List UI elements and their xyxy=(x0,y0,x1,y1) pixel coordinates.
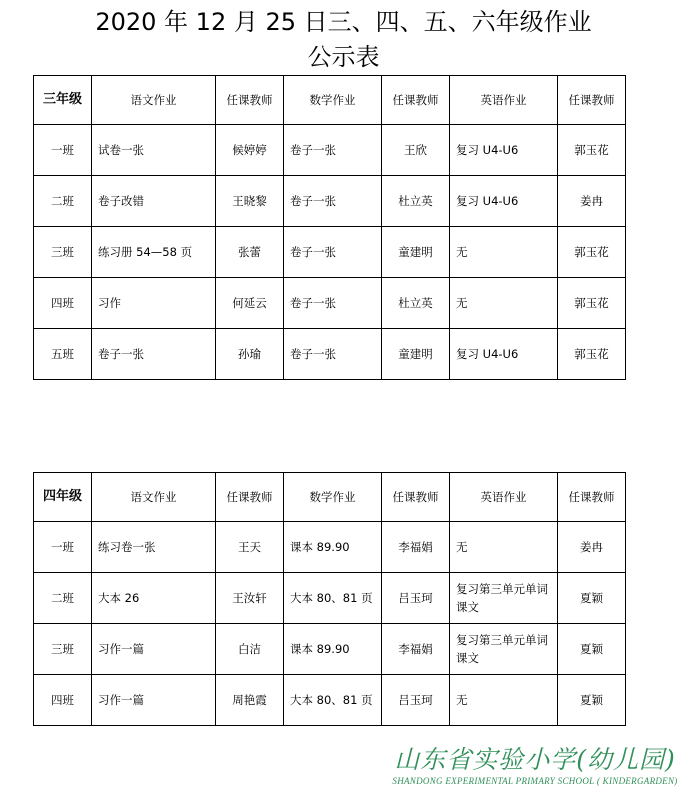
header-english-homework: 英语作业 xyxy=(450,473,558,522)
table-header-row xyxy=(34,473,626,522)
chinese-teacher-cell: 白洁 xyxy=(216,624,284,675)
chinese-teacher-cell: 张蕾 xyxy=(216,227,284,278)
english-homework-cell: 无 xyxy=(450,522,558,573)
chinese-homework-cell: 卷子一张 xyxy=(92,329,216,380)
math-teacher-cell: 童建明 xyxy=(382,329,450,380)
class-cell: 一班 xyxy=(34,522,92,573)
english-teacher-cell: 郭玉花 xyxy=(558,125,626,176)
english-homework-cell: 无 xyxy=(450,675,558,726)
math-homework-cell: 卷子一张 xyxy=(284,278,382,329)
english-homework-cell: 复习 U4-U6 xyxy=(450,125,558,176)
grade3-homework-table xyxy=(33,75,626,380)
chinese-teacher-cell: 周艳霞 xyxy=(216,675,284,726)
chinese-teacher-cell: 王晓黎 xyxy=(216,176,284,227)
page-title: 2020 年 12 月 25 日三、四、五、六年级作业 xyxy=(95,8,592,36)
header-math-homework: 数学作业 xyxy=(284,473,382,522)
table-header-row xyxy=(34,76,626,125)
math-homework-cell: 卷子一张 xyxy=(284,227,382,278)
table-row xyxy=(34,278,626,329)
english-teacher-cell: 夏颖 xyxy=(558,675,626,726)
english-teacher-cell: 郭玉花 xyxy=(558,329,626,380)
class-cell: 四班 xyxy=(34,675,92,726)
english-homework-cell: 复习 U4-U6 xyxy=(450,329,558,380)
class-cell: 五班 xyxy=(34,329,92,380)
header-english-teacher: 任课教师 xyxy=(558,76,626,125)
english-teacher-cell: 夏颖 xyxy=(558,573,626,624)
english-homework-cell: 复习 U4-U6 xyxy=(450,176,558,227)
math-teacher-cell: 李福娟 xyxy=(382,624,450,675)
grade-label: 三年级 xyxy=(34,76,92,125)
header-math-teacher: 任课教师 xyxy=(382,473,450,522)
math-homework-cell: 卷子一张 xyxy=(284,329,382,380)
english-teacher-cell: 郭玉花 xyxy=(558,227,626,278)
math-teacher-cell: 吕玉珂 xyxy=(382,675,450,726)
math-teacher-cell: 杜立英 xyxy=(382,176,450,227)
english-teacher-cell: 姜冉 xyxy=(558,176,626,227)
chinese-teacher-cell: 何延云 xyxy=(216,278,284,329)
header-chinese-teacher: 任课教师 xyxy=(216,76,284,125)
english-homework-cell: 无 xyxy=(450,278,558,329)
grade3-body xyxy=(34,76,626,380)
chinese-teacher-cell: 王天 xyxy=(216,522,284,573)
chinese-homework-cell: 习作 xyxy=(92,278,216,329)
math-homework-cell: 大本 80、81 页 xyxy=(284,675,382,726)
table-row xyxy=(34,227,626,278)
table-row xyxy=(34,176,626,227)
school-name-cn: 山东省实验小学(幼儿园) xyxy=(394,745,676,774)
table-row xyxy=(34,329,626,380)
english-teacher-cell: 郭玉花 xyxy=(558,278,626,329)
class-cell: 三班 xyxy=(34,624,92,675)
english-teacher-cell: 姜冉 xyxy=(558,522,626,573)
math-teacher-cell: 童建明 xyxy=(382,227,450,278)
math-teacher-cell: 李福娟 xyxy=(382,522,450,573)
table-row xyxy=(34,522,626,573)
class-cell: 一班 xyxy=(34,125,92,176)
class-cell: 四班 xyxy=(34,278,92,329)
page-subtitle: 公示表 xyxy=(307,43,380,71)
header-english-teacher: 任课教师 xyxy=(558,473,626,522)
table-row xyxy=(34,624,626,675)
table-row xyxy=(34,573,626,624)
english-homework-cell: 复习第三单元单词 课文 xyxy=(450,573,558,624)
math-homework-cell: 课本 89.90 xyxy=(284,522,382,573)
chinese-homework-cell: 大本 26 xyxy=(92,573,216,624)
math-teacher-cell: 王欣 xyxy=(382,125,450,176)
math-homework-cell: 卷子一张 xyxy=(284,125,382,176)
header-math-homework: 数学作业 xyxy=(284,76,382,125)
header-chinese-teacher: 任课教师 xyxy=(216,473,284,522)
grade4-body xyxy=(34,473,626,726)
chinese-teacher-cell: 孙瑜 xyxy=(216,329,284,380)
english-homework-cell: 无 xyxy=(450,227,558,278)
chinese-homework-cell: 练习册 54—58 页 xyxy=(92,227,216,278)
math-teacher-cell: 杜立英 xyxy=(382,278,450,329)
school-logo xyxy=(385,745,685,787)
grade-label: 四年级 xyxy=(34,473,92,522)
english-teacher-cell: 夏颖 xyxy=(558,624,626,675)
chinese-homework-cell: 卷子改错 xyxy=(92,176,216,227)
grade4-homework-table xyxy=(33,472,626,726)
chinese-teacher-cell: 候婷婷 xyxy=(216,125,284,176)
header-math-teacher: 任课教师 xyxy=(382,76,450,125)
school-name-en: SHANDONG EXPERIMENTAL PRIMARY SCHOOL ( KINDERGARDEN) xyxy=(392,776,678,786)
chinese-homework-cell: 习作一篇 xyxy=(92,624,216,675)
class-cell: 二班 xyxy=(34,176,92,227)
chinese-homework-cell: 试卷一张 xyxy=(92,125,216,176)
header-chinese-homework: 语文作业 xyxy=(92,473,216,522)
chinese-teacher-cell: 王汝轩 xyxy=(216,573,284,624)
table-row xyxy=(34,675,626,726)
chinese-homework-cell: 习作一篇 xyxy=(92,675,216,726)
class-cell: 二班 xyxy=(34,573,92,624)
math-teacher-cell: 吕玉珂 xyxy=(382,573,450,624)
math-homework-cell: 课本 89.90 xyxy=(284,624,382,675)
math-homework-cell: 卷子一张 xyxy=(284,176,382,227)
math-homework-cell: 大本 80、81 页 xyxy=(284,573,382,624)
english-homework-cell: 复习第三单元单词 课文 xyxy=(450,624,558,675)
table-row xyxy=(34,125,626,176)
chinese-homework-cell: 练习卷一张 xyxy=(92,522,216,573)
class-cell: 三班 xyxy=(34,227,92,278)
header-english-homework: 英语作业 xyxy=(450,76,558,125)
header-chinese-homework: 语文作业 xyxy=(92,76,216,125)
